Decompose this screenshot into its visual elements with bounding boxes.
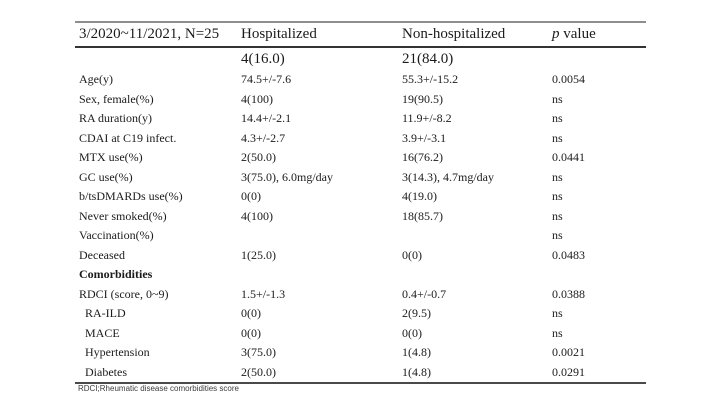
cell-hospitalized: 1(25.0) <box>241 247 276 262</box>
cell-non-hospitalized: 0(0) <box>402 247 422 262</box>
cell-non-hospitalized: 4(19.0) <box>402 189 437 204</box>
row-label: Hypertension <box>85 345 150 360</box>
header-p-value <box>548 26 646 43</box>
header-study-period: 3/2020~11/2021, N=25 <box>79 26 220 42</box>
cell-p-value: ns <box>552 130 563 145</box>
row-label: MACE <box>85 325 120 340</box>
cell-hospitalized: 74.5+/-7.6 <box>241 72 292 87</box>
comparison-table <box>75 21 646 384</box>
row-label: RA duration(y) <box>79 111 152 126</box>
cell-non-hospitalized: 55.3+/-15.2 <box>402 72 459 87</box>
table-row <box>75 324 646 344</box>
table-row <box>75 226 646 246</box>
cell-p-value: ns <box>552 325 563 340</box>
cell-non-hospitalized: 1(4.8) <box>402 364 431 379</box>
cell-p-value: ns <box>552 189 563 204</box>
table-row <box>75 343 646 363</box>
cell-p-value: ns <box>552 169 563 184</box>
table-row <box>75 246 646 266</box>
cell-hospitalized: 3(75.0), 6.0mg/day <box>241 169 333 184</box>
count-hospitalized: 4(16.0) <box>241 50 285 67</box>
table-row <box>75 363 646 383</box>
cell-non-hospitalized: 16(76.2) <box>402 150 443 165</box>
group-count-row <box>75 48 646 70</box>
table-row <box>75 265 646 285</box>
table-row <box>75 285 646 305</box>
table-footnote: RDCI;Rheumatic disease comorbidities score <box>78 384 239 393</box>
cell-p-value: 0.0021 <box>552 345 585 360</box>
row-label: CDAI at C19 infect. <box>79 130 177 145</box>
cell-p-value: 0.0054 <box>552 72 585 87</box>
row-label: Sex, female(%) <box>79 91 154 106</box>
table-row <box>75 187 646 207</box>
table-row <box>75 168 646 188</box>
cell-hospitalized: 2(50.0) <box>241 150 276 165</box>
row-label: b/tsDMARDs use(%) <box>79 189 183 204</box>
cell-non-hospitalized: 0.4+/-0.7 <box>402 286 447 301</box>
cell-non-hospitalized: 3.9+/-3.1 <box>402 130 447 145</box>
row-label: RA-ILD <box>85 306 126 321</box>
header-non-hospitalized: Non-hospitalized <box>402 26 506 42</box>
cell-non-hospitalized: 2(9.5) <box>402 306 431 321</box>
cell-hospitalized: 1.5+/-1.3 <box>241 286 286 301</box>
table-body <box>75 70 646 382</box>
cell-non-hospitalized: 19(90.5) <box>402 91 443 106</box>
cell-non-hospitalized: 0(0) <box>402 325 422 340</box>
cell-non-hospitalized: 1(4.8) <box>402 345 431 360</box>
cell-p-value: 0.0441 <box>552 150 585 165</box>
cell-p-value: ns <box>552 111 563 126</box>
cell-non-hospitalized: 3(14.3), 4.7mg/day <box>402 169 494 184</box>
table-row <box>75 129 646 149</box>
cell-hospitalized: 4.3+/-2.7 <box>241 130 286 145</box>
row-label: Diabetes <box>85 364 127 379</box>
count-non-hospitalized: 21(84.0) <box>402 50 454 67</box>
row-label: Never smoked(%) <box>79 208 167 223</box>
cell-p-value: ns <box>552 228 563 243</box>
row-label: Vaccination(%) <box>79 228 154 243</box>
cell-hospitalized: 0(0) <box>241 306 261 321</box>
table-row <box>75 207 646 227</box>
p-value-rest: value <box>559 26 596 42</box>
cell-hospitalized: 2(50.0) <box>241 364 276 379</box>
table-row <box>75 304 646 324</box>
table-row <box>75 148 646 168</box>
cell-hospitalized: 0(0) <box>241 189 261 204</box>
cell-hospitalized: 3(75.0) <box>241 345 276 360</box>
cell-p-value: ns <box>552 208 563 223</box>
cell-hospitalized: 0(0) <box>241 325 261 340</box>
table-header-row <box>75 23 646 48</box>
cell-non-hospitalized: 18(85.7) <box>402 208 443 223</box>
cell-p-value: 0.0483 <box>552 247 585 262</box>
cell-p-value: ns <box>552 91 563 106</box>
table-row <box>75 70 646 90</box>
cell-p-value: ns <box>552 306 563 321</box>
cell-hospitalized: 14.4+/-2.1 <box>241 111 292 126</box>
row-label: Comorbidities <box>79 267 153 282</box>
row-label: MTX use(%) <box>79 150 143 165</box>
cell-hospitalized: 4(100) <box>241 208 273 223</box>
header-hospitalized: Hospitalized <box>241 26 317 42</box>
row-label: RDCI (score, 0~9) <box>79 286 169 301</box>
cell-p-value: 0.0388 <box>552 286 585 301</box>
cell-hospitalized: 4(100) <box>241 91 273 106</box>
row-label: Age(y) <box>79 72 113 87</box>
cell-p-value: 0.0291 <box>552 364 585 379</box>
cell-non-hospitalized: 11.9+/-8.2 <box>402 111 452 126</box>
row-label: Deceased <box>79 247 125 262</box>
p-value-italic: p <box>552 26 560 42</box>
table-row <box>75 90 646 110</box>
row-label: GC use(%) <box>79 169 133 184</box>
table-row <box>75 109 646 129</box>
